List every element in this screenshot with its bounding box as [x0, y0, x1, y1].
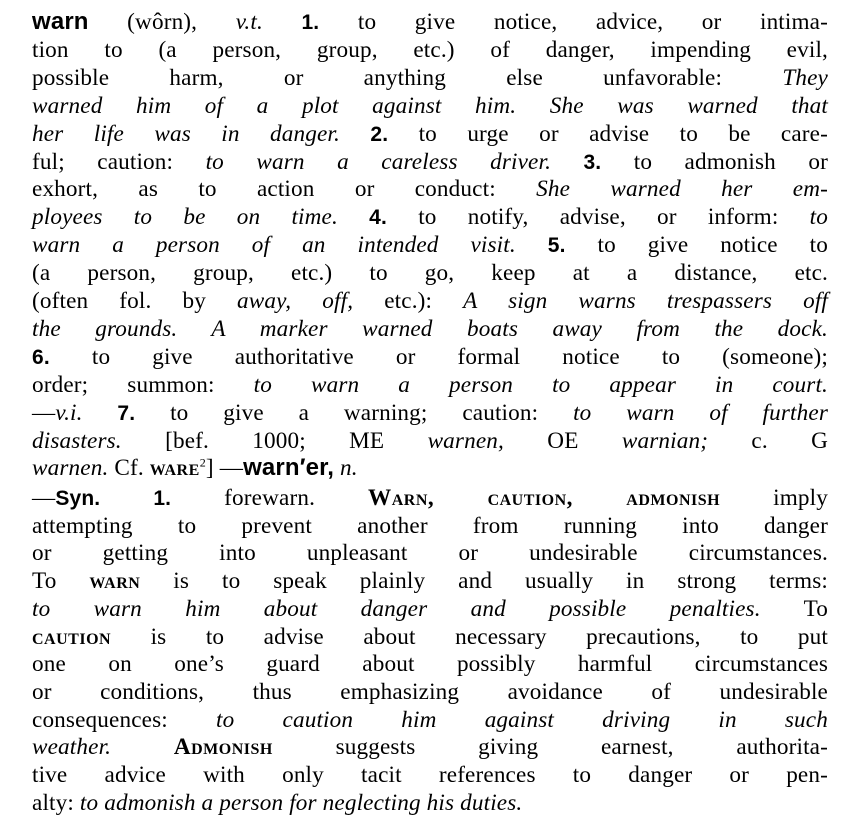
text-run: to give a warning; caution:: [135, 399, 574, 426]
synonyms-line: [32, 595, 828, 623]
text-run: [516, 232, 548, 258]
entry-line: [32, 203, 828, 231]
text-run: (often fol. by: [32, 288, 238, 314]
bold-label: 6.: [32, 345, 50, 369]
text-run: to notify, advise, or inform:: [386, 204, 810, 231]
entry-line: [32, 8, 828, 36]
italic-text: warnen.: [32, 455, 109, 482]
text-run: [340, 121, 370, 147]
synonyms-line: [32, 623, 828, 651]
italic-text: n.: [340, 455, 358, 482]
italic-text: v.t.: [235, 9, 263, 35]
synonyms-line: [32, 512, 828, 540]
italic-text: warnen,: [427, 427, 504, 454]
text-run: imply: [720, 485, 828, 511]
text-run: to urge or advise to be care-: [388, 120, 828, 147]
text-run: c. G: [708, 427, 828, 454]
synonyms-line: [32, 789, 828, 817]
headword: warn: [32, 8, 89, 35]
italic-text: warnian;: [621, 427, 709, 454]
text-run: ] —: [205, 455, 244, 482]
bold-label: 5.: [547, 234, 566, 258]
text-run: to give notice to: [565, 232, 829, 259]
italic-text: to: [809, 204, 829, 231]
text-run: suggests giving earnest, authorita-: [272, 734, 828, 761]
entry-line: [32, 399, 828, 427]
synonyms-line: [32, 484, 828, 512]
synonyms-line: [32, 733, 828, 761]
small-caps-term: Warn, caution, admonish: [368, 485, 721, 511]
text-run: order; summon:: [32, 371, 254, 398]
text-run: ful; caution:: [32, 148, 206, 175]
italic-text: to admonish a person for neglecting his duties.: [79, 789, 523, 816]
text-run: possible harm, or anything else unfavorable:: [32, 64, 783, 91]
entry-line: [32, 64, 828, 92]
text-run: [83, 400, 118, 426]
text-run: [bef. 1000; ME: [121, 427, 428, 454]
bold-label: 7.: [117, 401, 136, 425]
synonyms-line: [32, 650, 828, 678]
bold-label: 1.: [301, 11, 320, 34]
text-run: etc.):: [353, 288, 464, 314]
entry-line: [32, 92, 828, 120]
italic-text: away, off,: [237, 288, 354, 314]
text-run: is to speak plainly and usually in strong terms:: [140, 568, 829, 595]
text-run: is to advise about necessary precautions, to put: [111, 623, 828, 650]
text-run: to give notice, advice, or intima-: [319, 9, 828, 35]
text-run: [551, 149, 583, 175]
text-run: to give authoritative or formal notice to (someone);: [49, 343, 828, 370]
text-run: (a person, group, etc.) to go, keep at a distance, etc.: [32, 260, 828, 287]
entry-line: [32, 148, 828, 176]
text-run: consequences:: [32, 706, 217, 733]
entry-line: [32, 231, 828, 259]
italic-text: her life was in danger.: [32, 120, 340, 147]
superscript: 2: [199, 455, 206, 470]
text-run: tive advice with only tacit references to danger or pen-: [32, 762, 828, 788]
entry-line: [32, 175, 828, 203]
entry-line: [32, 259, 828, 287]
text-run: OE: [503, 427, 622, 454]
italic-text: to warn a careless driver.: [205, 148, 552, 175]
small-caps-term: caution: [32, 623, 112, 650]
entry-line: [32, 343, 828, 371]
italic-text: They: [782, 64, 828, 91]
text-run: one on one’s guard about possibly harmful circumstances: [32, 651, 828, 678]
text-run: To: [760, 595, 829, 622]
bold-label: 1.: [153, 487, 172, 510]
synonyms-line: [32, 539, 828, 567]
text-run: exhort, as to action or conduct:: [32, 176, 537, 203]
italic-text: to caution him against driving in such: [216, 706, 828, 733]
small-caps-term: ware: [149, 455, 200, 482]
text-run: —: [32, 399, 56, 426]
entry-line: [32, 427, 828, 455]
text-run: alty:: [32, 789, 80, 816]
small-caps-term: warn: [89, 568, 141, 595]
synonyms-line: [32, 761, 828, 789]
entry-line: [32, 287, 828, 315]
entry-line: [32, 371, 828, 399]
text-run: to admonish or: [601, 148, 828, 175]
text-run: [111, 734, 174, 760]
bold-label: Syn.: [55, 487, 101, 510]
italic-text: She warned her em-: [536, 176, 828, 203]
italic-text: v.i.: [55, 399, 83, 426]
bold-label: 3.: [583, 150, 602, 174]
text-run: or getting into unpleasant or undesirable circumstances.: [32, 540, 828, 567]
entry-line: [32, 36, 828, 64]
headword: warn′er,: [243, 454, 335, 482]
entry-line: [32, 315, 828, 343]
synonyms-line: [32, 678, 828, 706]
text-run: [100, 485, 153, 511]
synonyms-line: [32, 706, 828, 734]
italic-text: to warn of further: [573, 399, 828, 426]
italic-text: warn a person of an intended visit.: [32, 232, 516, 259]
text-run: (wôrn),: [88, 9, 236, 35]
text-run: —: [32, 485, 56, 511]
entry-line: [32, 120, 828, 148]
text-run: [263, 9, 302, 35]
italic-text: warned him of a plot against him. She was warned that: [32, 92, 828, 119]
text-run: [338, 204, 369, 230]
text-run: Cf.: [108, 455, 150, 482]
bold-label: 2.: [370, 122, 389, 146]
italic-text: ployees to be on time.: [32, 204, 338, 231]
text-run: tion to (a person, group, etc.) of danger, impending evil,: [32, 36, 828, 63]
text-run: forewarn.: [171, 485, 369, 511]
bold-label: 4.: [369, 206, 387, 230]
italic-text: to warn him about danger and possible penalties.: [32, 595, 761, 622]
text-run: To: [32, 568, 90, 595]
synonyms-line: [32, 567, 828, 595]
small-caps-term: Admonish: [173, 734, 273, 761]
italic-text: A sign warns trespassers off: [463, 288, 829, 314]
italic-text: disasters.: [32, 427, 122, 454]
italic-text: weather.: [32, 734, 112, 761]
italic-text: to warn a person to appear in court.: [253, 371, 828, 398]
text-run: or conditions, thus emphasizing avoidance of undesirable: [32, 678, 828, 705]
italic-text: the grounds. A marker warned boats away from the dock.: [32, 315, 828, 342]
text-run: attempting to prevent another from running into danger: [32, 512, 828, 539]
entry-line: [32, 454, 828, 482]
